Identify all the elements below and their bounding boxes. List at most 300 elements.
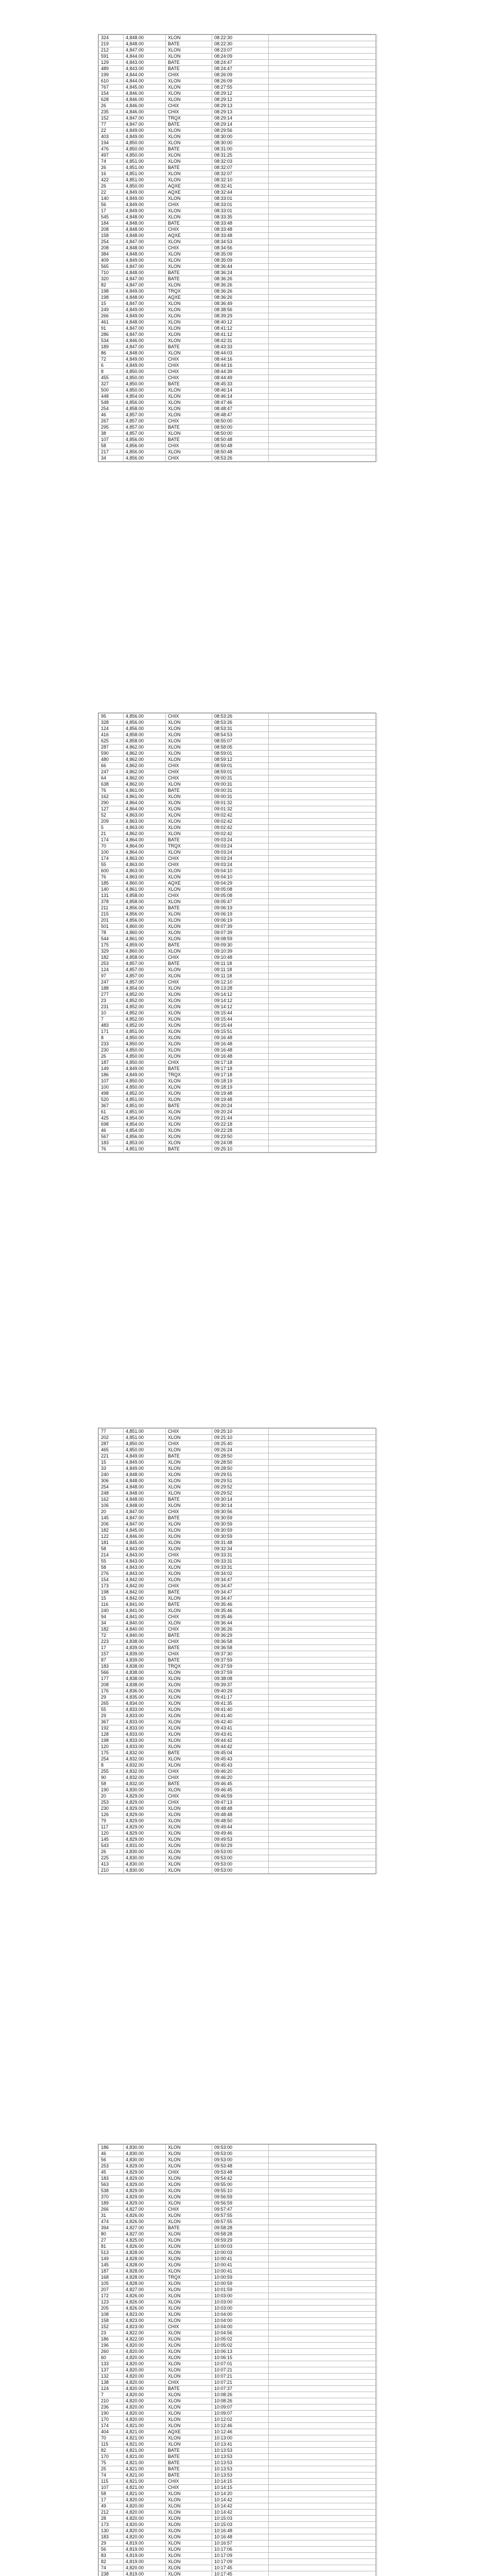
volume-cell: 367 [99, 1103, 124, 1109]
price-cell: 4,852.00 [124, 1091, 166, 1097]
volume-cell: 123 [99, 2299, 124, 2306]
volume-cell: 474 [99, 2219, 124, 2225]
time-cell: 10:12:46 [212, 2429, 269, 2435]
price-cell: 4,830.00 [124, 1861, 166, 1868]
blank-cell [269, 1583, 377, 1589]
volume-cell: 370 [99, 2194, 124, 2200]
venue-cell: XLON [166, 1128, 212, 1134]
volume-cell: 198 [99, 1738, 124, 1744]
price-cell: 4,850.00 [124, 1084, 166, 1091]
volume-cell: 97 [99, 973, 124, 979]
venue-cell: XLON [166, 2151, 212, 2157]
volume-cell: 124 [99, 2386, 124, 2392]
blank-cell [269, 1571, 377, 1577]
price-cell: 4,823.00 [124, 2318, 166, 2324]
time-cell: 09:05:08 [212, 887, 269, 893]
volume-cell: 137 [99, 2367, 124, 2374]
venue-cell: XLON [166, 208, 212, 214]
blank-cell [269, 171, 377, 177]
table-row [99, 326, 377, 332]
table-row [99, 258, 377, 264]
venue-cell: XLON [166, 412, 212, 418]
volume-cell: 422 [99, 177, 124, 183]
price-cell: 4,861.00 [124, 788, 166, 794]
time-cell: 09:43:41 [212, 1725, 269, 1732]
venue-cell: AQXE [166, 880, 212, 887]
volume-cell: 534 [99, 338, 124, 344]
venue-cell: XLON [166, 1837, 212, 1843]
venue-cell: XLON [166, 1004, 212, 1010]
venue-cell: CHIX [166, 1769, 212, 1775]
time-cell: 10:14:42 [212, 2497, 269, 2503]
table-row [99, 1478, 377, 1484]
volume-cell: 77 [99, 1429, 124, 1435]
volume-cell: 182 [99, 955, 124, 961]
venue-cell: CHIX [166, 369, 212, 375]
time-cell: 09:30:59 [212, 1515, 269, 1521]
price-cell: 4,849.00 [124, 202, 166, 208]
price-cell: 4,850.00 [124, 1078, 166, 1084]
time-cell: 08:29:13 [212, 109, 269, 115]
volume-cell: 94 [99, 1614, 124, 1620]
price-cell: 4,841.00 [124, 1602, 166, 1608]
table-row [99, 313, 377, 319]
volume-cell: 26 [99, 165, 124, 171]
volume-cell: 22 [99, 190, 124, 196]
table-row [99, 769, 377, 775]
table-row [99, 357, 377, 363]
table-row [99, 97, 377, 103]
volume-cell: 248 [99, 1490, 124, 1497]
blank-cell [269, 2194, 377, 2200]
blank-cell [269, 1084, 377, 1091]
price-cell: 4,852.00 [124, 1010, 166, 1016]
table-row [99, 1732, 377, 1738]
price-cell: 4,851.00 [124, 1146, 166, 1153]
time-cell: 10:13:53 [212, 2466, 269, 2472]
price-cell: 4,843.00 [124, 1552, 166, 1558]
venue-cell: XLON [166, 1447, 212, 1453]
price-cell: 4,819.00 [124, 2553, 166, 2559]
blank-cell [269, 165, 377, 171]
price-cell: 4,847.00 [124, 264, 166, 270]
volume-cell: 124 [99, 726, 124, 732]
volume-cell: 409 [99, 258, 124, 264]
volume-cell: 190 [99, 2411, 124, 2417]
blank-cell [269, 2565, 377, 2571]
time-cell: 09:50:29 [212, 1843, 269, 1849]
venue-cell: BATE [166, 1750, 212, 1756]
blank-cell [269, 2503, 377, 2510]
time-cell: 09:06:19 [212, 918, 269, 924]
venue-cell: XLON [166, 1744, 212, 1750]
volume-cell: 173 [99, 1583, 124, 1589]
time-cell: 09:11:18 [212, 961, 269, 967]
table-row [99, 84, 377, 91]
blank-cell [269, 425, 377, 431]
venue-cell: BATE [166, 1453, 212, 1460]
blank-cell [269, 812, 377, 819]
venue-cell: CHIX [166, 1614, 212, 1620]
venue-cell: BATE [166, 1781, 212, 1787]
volume-cell: 260 [99, 2349, 124, 2355]
table-row [99, 455, 377, 462]
volume-cell: 157 [99, 1651, 124, 1657]
price-cell: 4,829.00 [124, 2176, 166, 2182]
blank-cell [269, 800, 377, 806]
volume-cell: 186 [99, 1072, 124, 1078]
time-cell: 08:34:53 [212, 239, 269, 245]
blank-cell [269, 418, 377, 425]
venue-cell: XLON [166, 2442, 212, 2448]
blank-cell [269, 319, 377, 326]
venue-cell: CHIX [166, 363, 212, 369]
blank-cell [269, 806, 377, 812]
venue-cell: AQXE [166, 295, 212, 301]
price-cell: 4,833.00 [124, 1713, 166, 1719]
table-row [99, 2367, 377, 2374]
time-cell: 08:32:07 [212, 165, 269, 171]
table-row [99, 171, 377, 177]
blank-cell [269, 276, 377, 282]
time-cell: 08:38:56 [212, 307, 269, 313]
price-cell: 4,862.00 [124, 751, 166, 757]
volume-cell: 34 [99, 455, 124, 462]
time-cell: 08:53:26 [212, 714, 269, 720]
price-cell: 4,850.00 [124, 152, 166, 159]
blank-cell [269, 967, 377, 973]
venue-cell: CHIX [166, 72, 212, 78]
blank-cell [269, 1713, 377, 1719]
price-cell: 4,860.00 [124, 948, 166, 955]
table-row [99, 751, 377, 757]
price-cell: 4,856.00 [124, 911, 166, 918]
volume-cell: 5 [99, 825, 124, 831]
venue-cell: XLON [166, 1035, 212, 1041]
volume-cell: 520 [99, 1097, 124, 1103]
time-cell: 09:55:10 [212, 2188, 269, 2194]
venue-cell: CHIX [166, 1441, 212, 1447]
table-row [99, 276, 377, 282]
venue-cell: XLON [166, 1812, 212, 1818]
time-cell: 08:58:05 [212, 744, 269, 751]
venue-cell: XLON [166, 1608, 212, 1614]
price-cell: 4,828.00 [124, 2262, 166, 2268]
price-cell: 4,848.00 [124, 319, 166, 326]
volume-cell: 56 [99, 2157, 124, 2163]
volume-cell: 15 [99, 1596, 124, 1602]
table-row [99, 2404, 377, 2411]
price-cell: 4,822.00 [124, 2330, 166, 2336]
price-cell: 4,846.00 [124, 97, 166, 103]
venue-cell: TRQX [166, 115, 212, 122]
table-row [99, 732, 377, 738]
venue-cell: XLON [166, 2540, 212, 2547]
price-cell: 4,862.00 [124, 769, 166, 775]
table-row [99, 66, 377, 72]
time-cell: 09:32:34 [212, 1546, 269, 1552]
price-cell: 4,862.00 [124, 757, 166, 763]
time-cell: 09:07:39 [212, 930, 269, 936]
time-cell: 10:07:21 [212, 2380, 269, 2386]
price-cell: 4,864.00 [124, 837, 166, 843]
blank-cell [269, 282, 377, 289]
volume-cell: 46 [99, 1128, 124, 1134]
blank-cell [269, 1565, 377, 1571]
table-row [99, 1066, 377, 1072]
volume-cell: 33 [99, 1466, 124, 1472]
price-cell: 4,832.00 [124, 1762, 166, 1769]
table-row [99, 905, 377, 911]
time-cell: 09:03:24 [212, 862, 269, 868]
venue-cell: XLON [166, 1528, 212, 1534]
price-cell: 4,826.00 [124, 2244, 166, 2250]
price-cell: 4,857.00 [124, 979, 166, 986]
table-row [99, 2244, 377, 2250]
price-cell: 4,852.00 [124, 1016, 166, 1023]
time-cell: 10:13:53 [212, 2454, 269, 2460]
price-cell: 4,820.00 [124, 2528, 166, 2534]
table-row [99, 202, 377, 208]
volume-cell: 404 [99, 2429, 124, 2435]
venue-cell: CHIX [166, 2170, 212, 2176]
blank-cell [269, 2411, 377, 2417]
volume-cell: 413 [99, 1861, 124, 1868]
volume-cell: 212 [99, 2510, 124, 2516]
volume-cell: 266 [99, 2207, 124, 2213]
volume-cell: 107 [99, 2485, 124, 2491]
time-cell: 08:59:01 [212, 769, 269, 775]
time-cell: 08:24:09 [212, 54, 269, 60]
volume-cell: 126 [99, 1812, 124, 1818]
venue-cell: XLON [166, 140, 212, 146]
blank-cell [269, 134, 377, 140]
time-cell: 09:57:55 [212, 2219, 269, 2225]
price-cell: 4,821.00 [124, 2466, 166, 2472]
blank-cell [269, 1793, 377, 1800]
price-cell: 4,820.00 [124, 2565, 166, 2571]
table-row [99, 60, 377, 66]
venue-cell: CHIX [166, 1651, 212, 1657]
table-row [99, 183, 377, 190]
price-cell: 4,828.00 [124, 2256, 166, 2262]
time-cell: 10:12:46 [212, 2423, 269, 2429]
price-cell: 4,820.00 [124, 2380, 166, 2386]
price-cell: 4,828.00 [124, 2281, 166, 2287]
venue-cell: XLON [166, 1676, 212, 1682]
trades-table [98, 1428, 377, 1874]
venue-cell: XLON [166, 1047, 212, 1054]
venue-cell: XLON [166, 1041, 212, 1047]
time-cell: 09:48:48 [212, 1812, 269, 1818]
price-cell: 4,844.00 [124, 78, 166, 84]
blank-cell [269, 54, 377, 60]
table-row [99, 2540, 377, 2547]
table-row [99, 177, 377, 183]
time-cell: 09:06:19 [212, 911, 269, 918]
table-row [99, 1023, 377, 1029]
price-cell: 4,858.00 [124, 955, 166, 961]
blank-cell [269, 955, 377, 961]
blank-cell [269, 2404, 377, 2411]
table-row [99, 2312, 377, 2318]
price-cell: 4,862.00 [124, 744, 166, 751]
time-cell: 09:34:47 [212, 1596, 269, 1602]
time-cell: 10:09:07 [212, 2411, 269, 2417]
blank-cell [269, 831, 377, 837]
table-row [99, 350, 377, 357]
table-row [99, 72, 377, 78]
venue-cell: XLON [166, 1571, 212, 1577]
price-cell: 4,849.00 [124, 307, 166, 313]
venue-cell: XLON [166, 313, 212, 319]
blank-cell [269, 1429, 377, 1435]
time-cell: 09:45:43 [212, 1762, 269, 1769]
price-cell: 4,851.00 [124, 177, 166, 183]
time-cell: 08:29:12 [212, 97, 269, 103]
price-cell: 4,820.00 [124, 2361, 166, 2367]
volume-cell: 276 [99, 1571, 124, 1577]
price-cell: 4,830.00 [124, 2157, 166, 2163]
time-cell: 10:13:41 [212, 2442, 269, 2448]
price-cell: 4,848.00 [124, 214, 166, 221]
table-row [99, 899, 377, 905]
table-row [99, 146, 377, 152]
price-cell: 4,832.00 [124, 1756, 166, 1762]
time-cell: 08:29:13 [212, 103, 269, 109]
venue-cell: XLON [166, 1855, 212, 1861]
venue-cell: BATE [166, 2454, 212, 2460]
volume-cell: 513 [99, 2250, 124, 2256]
blank-cell [269, 2170, 377, 2176]
volume-cell: 186 [99, 2336, 124, 2343]
time-cell: 09:10:48 [212, 955, 269, 961]
volume-cell: 115 [99, 2479, 124, 2485]
table-row [99, 387, 377, 394]
time-cell: 08:53:26 [212, 720, 269, 726]
blank-cell [269, 1484, 377, 1490]
price-cell: 4,850.00 [124, 375, 166, 381]
price-cell: 4,858.00 [124, 899, 166, 905]
time-cell: 08:44:16 [212, 363, 269, 369]
price-cell: 4,848.00 [124, 251, 166, 258]
venue-cell: XLON [166, 1558, 212, 1565]
blank-cell [269, 986, 377, 992]
table-row [99, 757, 377, 763]
blank-cell [269, 1066, 377, 1072]
table-row [99, 1435, 377, 1441]
table-row [99, 2281, 377, 2287]
table-row [99, 2287, 377, 2293]
blank-cell [269, 221, 377, 227]
volume-cell: 56 [99, 202, 124, 208]
blank-cell [269, 948, 377, 955]
volume-cell: 173 [99, 2522, 124, 2528]
time-cell: 08:36:26 [212, 295, 269, 301]
time-cell: 08:27:55 [212, 84, 269, 91]
trades-table [98, 2144, 377, 2576]
blank-cell [269, 159, 377, 165]
time-cell: 09:28:50 [212, 1466, 269, 1472]
blank-cell [269, 97, 377, 103]
time-cell: 10:16:48 [212, 2528, 269, 2534]
time-cell: 09:25:10 [212, 1435, 269, 1441]
venue-cell: XLON [166, 744, 212, 751]
volume-cell: 26 [99, 183, 124, 190]
table-row [99, 1596, 377, 1602]
price-cell: 4,847.00 [124, 115, 166, 122]
blank-cell [269, 837, 377, 843]
venue-cell: XLON [166, 84, 212, 91]
blank-cell [269, 1781, 377, 1787]
volume-cell: 58 [99, 443, 124, 449]
time-cell: 10:04:00 [212, 2318, 269, 2324]
blank-cell [269, 1596, 377, 1602]
time-cell: 10:16:57 [212, 2540, 269, 2547]
venue-cell: XLON [166, 1565, 212, 1571]
blank-cell [269, 930, 377, 936]
volume-cell: 625 [99, 738, 124, 744]
venue-cell: BATE [166, 122, 212, 128]
blank-cell [269, 2343, 377, 2349]
price-cell: 4,830.00 [124, 1787, 166, 1793]
venue-cell: BATE [166, 41, 212, 47]
venue-cell: XLON [166, 2219, 212, 2225]
blank-cell [269, 2244, 377, 2250]
price-cell: 4,848.00 [124, 1490, 166, 1497]
venue-cell: XLON [166, 1596, 212, 1602]
blank-cell [269, 1806, 377, 1812]
price-cell: 4,847.00 [124, 122, 166, 128]
price-cell: 4,857.00 [124, 425, 166, 431]
price-cell: 4,848.00 [124, 295, 166, 301]
volume-cell: 58 [99, 1781, 124, 1787]
price-cell: 4,850.00 [124, 369, 166, 375]
blank-cell [269, 1657, 377, 1664]
volume-cell: 182 [99, 1626, 124, 1633]
blank-cell [269, 2380, 377, 2386]
blank-cell [269, 1016, 377, 1023]
price-cell: 4,861.00 [124, 936, 166, 942]
blank-cell [269, 918, 377, 924]
time-cell: 09:15:51 [212, 1029, 269, 1035]
table-row [99, 1429, 377, 1435]
time-cell: 09:30:59 [212, 1528, 269, 1534]
blank-cell [269, 2293, 377, 2299]
table-row [99, 800, 377, 806]
venue-cell: XLON [166, 177, 212, 183]
time-cell: 09:44:42 [212, 1744, 269, 1750]
time-cell: 09:06:19 [212, 905, 269, 911]
table-row [99, 35, 377, 41]
venue-cell: XLON [166, 720, 212, 726]
venue-cell: BATE [166, 1602, 212, 1608]
table-row [99, 443, 377, 449]
time-cell: 10:04:00 [212, 2312, 269, 2318]
time-cell: 08:33:48 [212, 227, 269, 233]
blank-cell [269, 880, 377, 887]
venue-cell: CHIX [166, 443, 212, 449]
blank-cell [269, 1540, 377, 1546]
time-cell: 08:36:49 [212, 301, 269, 307]
table-row [99, 992, 377, 998]
price-cell: 4,857.00 [124, 973, 166, 979]
venue-cell: CHIX [166, 455, 212, 462]
table-row [99, 1552, 377, 1558]
table-row [99, 1676, 377, 1682]
blank-cell [269, 1824, 377, 1831]
price-cell: 4,853.00 [124, 1140, 166, 1146]
